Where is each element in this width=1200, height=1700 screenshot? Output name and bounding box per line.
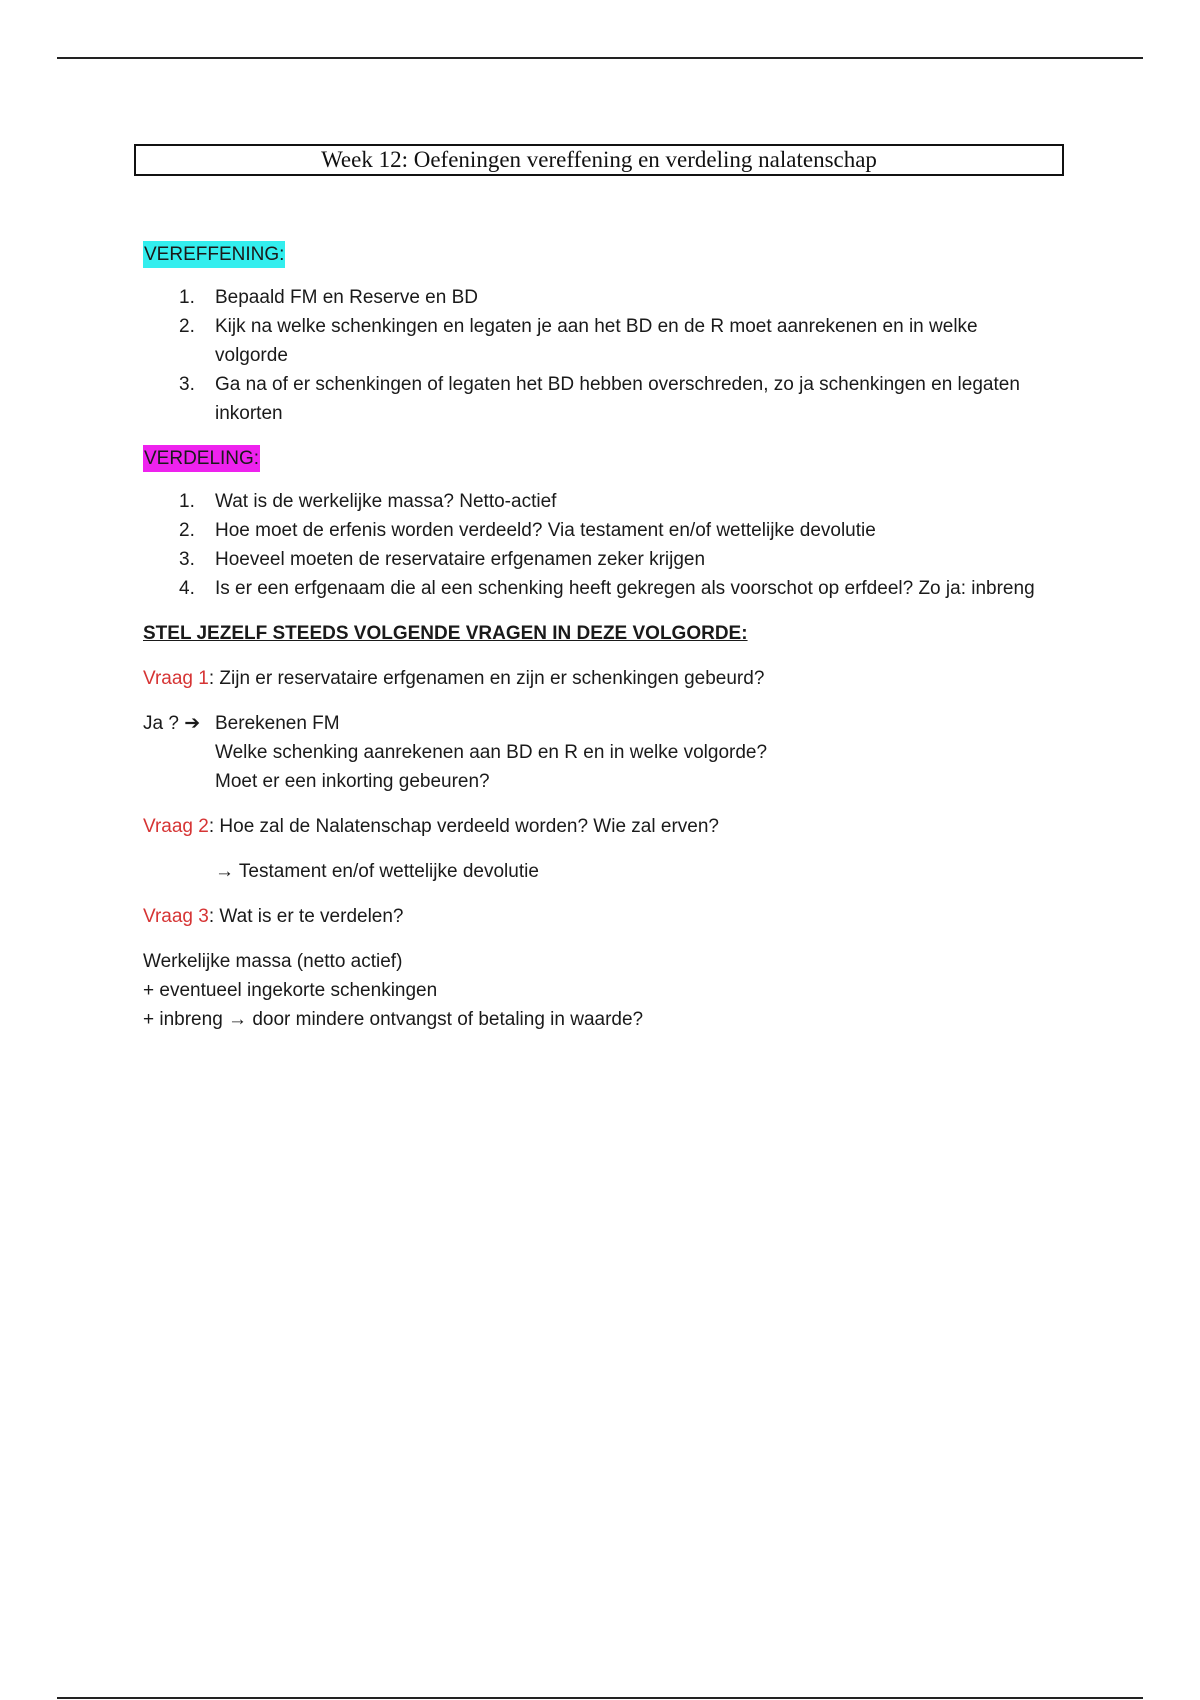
vraag-2-label: Vraag 2 bbox=[143, 816, 209, 837]
list-item: 3. Ga na of er schenkingen of legaten het BD hebben overschreden, zo ja schenkingen en legaten inkorten bbox=[179, 374, 1020, 424]
vraag-2 bbox=[143, 812, 1043, 841]
list-item: 3. Hoeveel moeten de reservataire erfgenamen zeker krijgen bbox=[179, 549, 706, 570]
vraag-1 bbox=[143, 664, 1043, 693]
vereffening-list bbox=[143, 283, 1043, 428]
questions-heading: STEL JEZELF STEEDS VOLGENDE VRAGEN IN DEZE VOLGORDE: bbox=[143, 623, 748, 644]
massa-line: + eventueel ingekorte schenkingen bbox=[143, 980, 438, 1001]
vraag-3-text: : Wat is er te verdelen? bbox=[208, 906, 404, 927]
list-item: 2. Hoe moet de erfenis worden verdeeld? Via testament en/of wettelijke devolutie bbox=[179, 520, 876, 541]
ja-prefix: Ja ? ➔ bbox=[143, 713, 201, 734]
ja-line: Welke schenking aanrekenen aan BD en R en in welke volgorde? bbox=[215, 742, 768, 763]
massa-line: + inbreng → door mindere ontvangst of betaling in waarde? bbox=[143, 1009, 644, 1030]
document-body bbox=[143, 240, 1043, 1034]
vraag-2-text: : Hoe zal de Nalatenschap verdeeld worden? Wie zal erven? bbox=[208, 816, 719, 837]
vereffening-label: VEREFFENING: bbox=[143, 241, 285, 268]
massa-line: Werkelijke massa (netto actief) bbox=[143, 951, 403, 972]
list-item: 4. Is er een erfgenaam die al een schenking heeft gekregen als voorschot op erfdeel? Zo ja: inbreng bbox=[179, 578, 1035, 599]
verdeling-label: VERDELING: bbox=[143, 445, 260, 472]
document-title: Week 12: Oefeningen vereffening en verdeling nalatenschap bbox=[134, 144, 1064, 176]
list-item: 1. Bepaald FM en Reserve en BD bbox=[179, 287, 478, 308]
vraag-1-text: : Zijn er reservataire erfgenamen en zijn er schenkingen gebeurd? bbox=[208, 668, 765, 689]
massa-block bbox=[143, 947, 1043, 1034]
verdeling-list bbox=[143, 487, 1043, 603]
ja-line: Berekenen FM bbox=[215, 713, 340, 734]
vraag-3-label: Vraag 3 bbox=[143, 906, 209, 927]
vraag-2-answer: → Testament en/of wettelijke devolutie bbox=[215, 861, 539, 882]
list-item: 1. Wat is de werkelijke massa? Netto-actief bbox=[179, 491, 557, 512]
footer-rule bbox=[57, 1697, 1143, 1699]
vraag-3 bbox=[143, 902, 1043, 931]
vraag-1-label: Vraag 1 bbox=[143, 668, 209, 689]
list-item: 2. Kijk na welke schenkingen en legaten je aan het BD en de R moet aanrekenen en in welke volgorde bbox=[179, 316, 978, 366]
ja-line: Moet er een inkorting gebeuren? bbox=[215, 771, 490, 792]
ja-block bbox=[143, 709, 1043, 796]
header-rule bbox=[57, 57, 1143, 59]
